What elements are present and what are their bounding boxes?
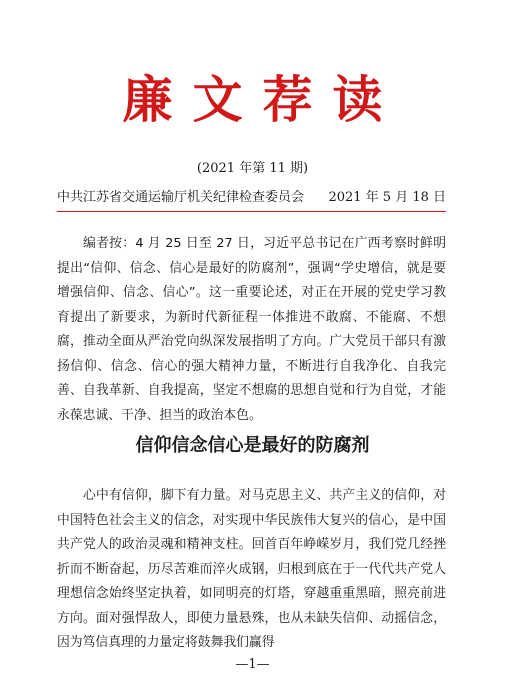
article-title: 信仰信念信心是最好的防腐剂	[135, 435, 370, 456]
masthead-title: 廉文荐读	[122, 70, 403, 129]
issuing-organization: 中共江苏省交通运输厅机关纪律检查委员会	[57, 190, 305, 205]
editor-note: 编者按：4 月 25 日至 27 日，习近平总书记在广西考察时鲜明提出“信仰、信念、信心是最好的防腐剂”，强调“学史增信，就是要增强信仰、信念、信心”。这一重要论述，对正在开展的党史学习教育提出了新要求，为新时代新征程一体推进不敢腐、不能腐、不想腐，推动全面从严治党向纵深发展指明了方向。广大党员干部只有激扬信仰、信念、信心的强大精神力量，不断进行自我净化、自我完善、自我革新、自我提高，坚定不想腐的思想自觉和行为自觉，才能永葆忠诚、干净、担当的政治本色。	[57, 236, 446, 423]
header-info-line	[57, 188, 446, 208]
article-paragraph: 心中有信仰，脚下有力量。对马克思主义、共产主义的信仰，对中国特色社会主义的信念，对实现中华民族伟大复兴的信心，是中国共产党人的政治灵魂和精神支柱。回首百年峥嵘岁月，我们党几经挫折而不断奋起，历尽苦难而淬火成钢，归根到底在于一代代共产党人理想信念始终坚定执着，如同明亮的灯塔，穿越重重黑暗，照亮前进方向。面对强悍敌人，即使力量悬殊，也从未缺失信仰、动摇信念，因为笃信真理的力量定将鼓舞我们赢得	[57, 488, 446, 650]
issue-date: 2021 年 5 月 18 日	[328, 190, 446, 205]
header-divider	[57, 211, 446, 212]
page-number: —1—	[235, 657, 270, 672]
issue-number: (2021 年第 11 期)	[196, 161, 309, 176]
